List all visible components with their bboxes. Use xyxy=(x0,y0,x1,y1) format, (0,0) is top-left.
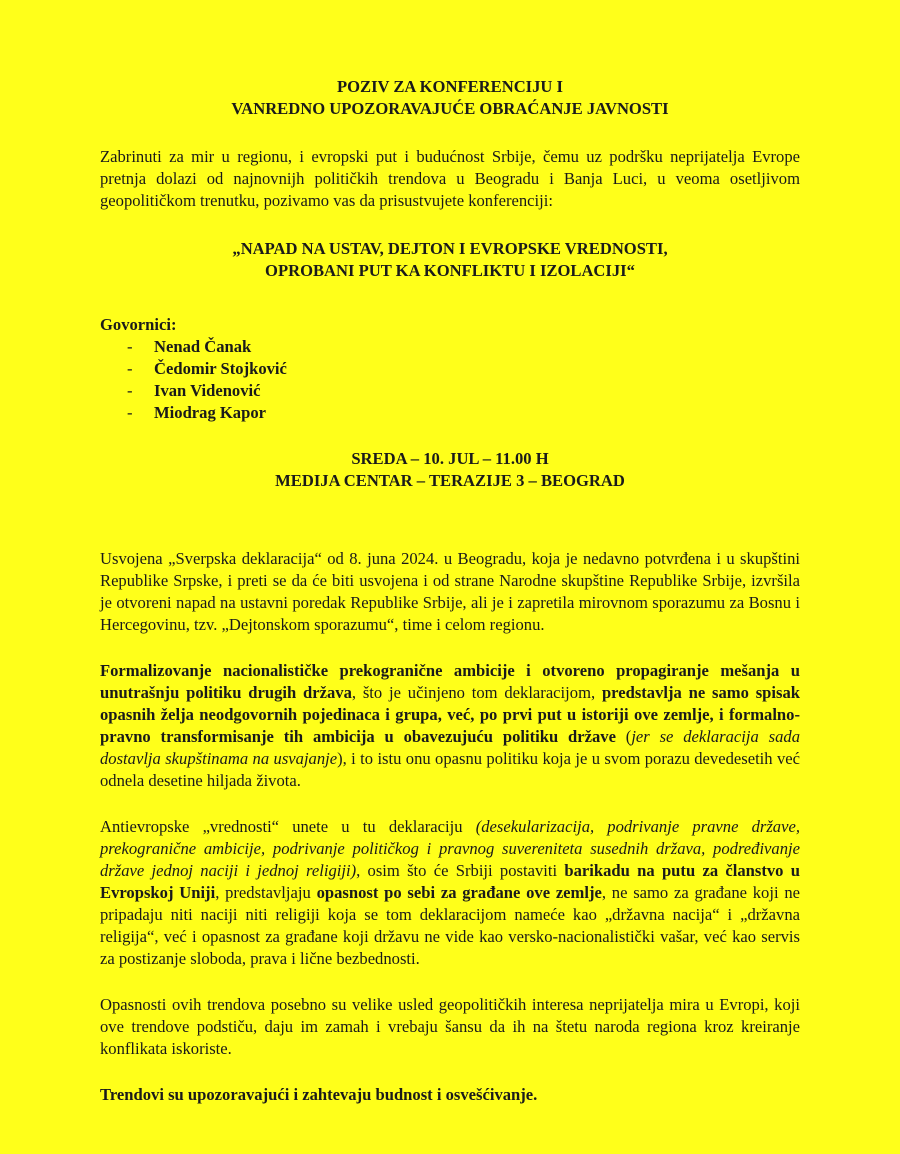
paragraph-declaration: Usvojena „Sverpska deklaracija“ od 8. juna 2024. u Beogradu, koja je nedavno potvrđena i u skupštini Republike Srpske, i preti se da će biti usvojena i od strane Narodne skupštine Republike Srbije, izvršila je otvoreni napad na ustavni poredak Republike Srbije, ali je i zapretila mirovnom sporazumu za Bosnu i Hercegovinu, tzv. „Dejtonskom sporazumu“, time i celom regionu. xyxy=(100,549,800,634)
speaker-item xyxy=(100,402,800,424)
conference-title xyxy=(100,238,800,282)
body-text: ), i to istu onu opasnu politiku koja je u svom porazu devedesetih već odnela desetine hiljada života. xyxy=(100,749,800,790)
event-datetime: SREDA – 10. JUL – 11.00 H xyxy=(351,449,549,468)
speaker-name: Miodrag Kapor xyxy=(154,403,266,422)
body-text: , ne samo za građane koji ne pripadaju niti naciji niti religiji koja se tom deklaracijom nameće kao „državna nacija“ i „državna religija“, već i opasnost za građane koji državu ne vide kao versko-nacionalistički vašar, već kao servis za postizanje sloboda, prava i lične bezbednosti. xyxy=(100,883,800,968)
paragraph-values xyxy=(100,816,800,970)
conference-title-line-1: „NAPAD NA USTAV, DEJTON I EVROPSKE VREDNOSTI, xyxy=(232,239,668,258)
bold-text: barikadu na putu za članstvo u Evropskoj Uniji xyxy=(100,861,800,902)
event-details xyxy=(100,448,800,492)
speaker-name: Nenad Čanak xyxy=(154,337,252,356)
bold-text: opasnost po sebi za građane ove zemlje xyxy=(316,883,602,902)
paragraph-dangers: Opasnosti ovih trendova posebno su velike usled geopolitičkih interesa neprijatelja mira u Evropi, koji ove trendove podstiču, daju im zamah i vrebaju šansu da ih na štetu naroda regiona kroz kreiranje konflikata iskoriste. xyxy=(100,995,800,1058)
bold-text: Formalizovanje nacionalističke prekogranične ambicije i otvoreno propagiranje mešanja u unutrašnju politiku drugih država xyxy=(100,661,800,702)
paragraph-formalization xyxy=(100,660,800,792)
italic-text: (desekularizacija, podrivanje pravne države, prekogranične ambicije, podrivanje političkog i pravnog suvereniteta susednih država, podređivanje države jednoj naciji i jednoj religiji) xyxy=(100,817,800,880)
title-line-2: VANREDNO UPOZORAVAJUĆE OBRAĆANJE JAVNOSTI xyxy=(231,99,669,118)
body-text: , što je učinjeno tom deklaracijom, xyxy=(351,683,602,702)
bullet-dash: - xyxy=(127,381,133,400)
speakers-list xyxy=(100,336,800,424)
bold-text: predstavlja ne samo spisak opasnih želja neodgovornih pojedinaca i grupa, već, po prvi put u istoriji ove zemlje, i formalno-pravno transformisanje tih ambicija u obavezujuću politiku države xyxy=(100,683,800,746)
speakers-heading: Govornici: xyxy=(100,315,177,334)
speaker-name: Čedomir Stojković xyxy=(154,359,287,378)
italic-text: jer se deklaracija sada dostavlja skupštinama na usvajanje xyxy=(100,727,800,768)
body-text: ( xyxy=(615,727,632,746)
event-location: MEDIJA CENTAR – TERAZIJE 3 – BEOGRAD xyxy=(275,471,625,490)
title-line-1: POZIV ZA KONFERENCIJU I xyxy=(336,77,564,96)
body-text: , predstavljaju xyxy=(215,883,317,902)
bullet-dash: - xyxy=(127,403,133,422)
bullet-dash: - xyxy=(127,359,133,378)
speaker-name: Ivan Videnović xyxy=(154,381,261,400)
speaker-item xyxy=(100,380,800,402)
paragraph-conclusion: Trendovi su upozoravajući i zahtevaju budnost i osvešćivanje. xyxy=(100,1085,538,1104)
speaker-item xyxy=(100,336,800,358)
bullet-dash: - xyxy=(127,337,133,356)
body-text: , osim što će Srbiji postaviti xyxy=(356,861,565,880)
speaker-item xyxy=(100,358,800,380)
conference-title-line-2: OPROBANI PUT KA KONFLIKTU I IZOLACIJI“ xyxy=(265,261,635,280)
body-text: Antievropske „vrednosti“ unete u tu deklaraciju xyxy=(100,817,476,836)
document-title xyxy=(100,76,800,120)
intro-paragraph: Zabrinuti za mir u regionu, i evropski put i budućnost Srbije, čemu uz podršku neprijatelja Evrope pretnja dolazi od najnovnijh političkih trendova u Beogradu i Banja Luci, u veoma osetljivom geopolitičkom trenutku, pozivamo vas da prisustvujete konferenciji: xyxy=(100,147,800,210)
